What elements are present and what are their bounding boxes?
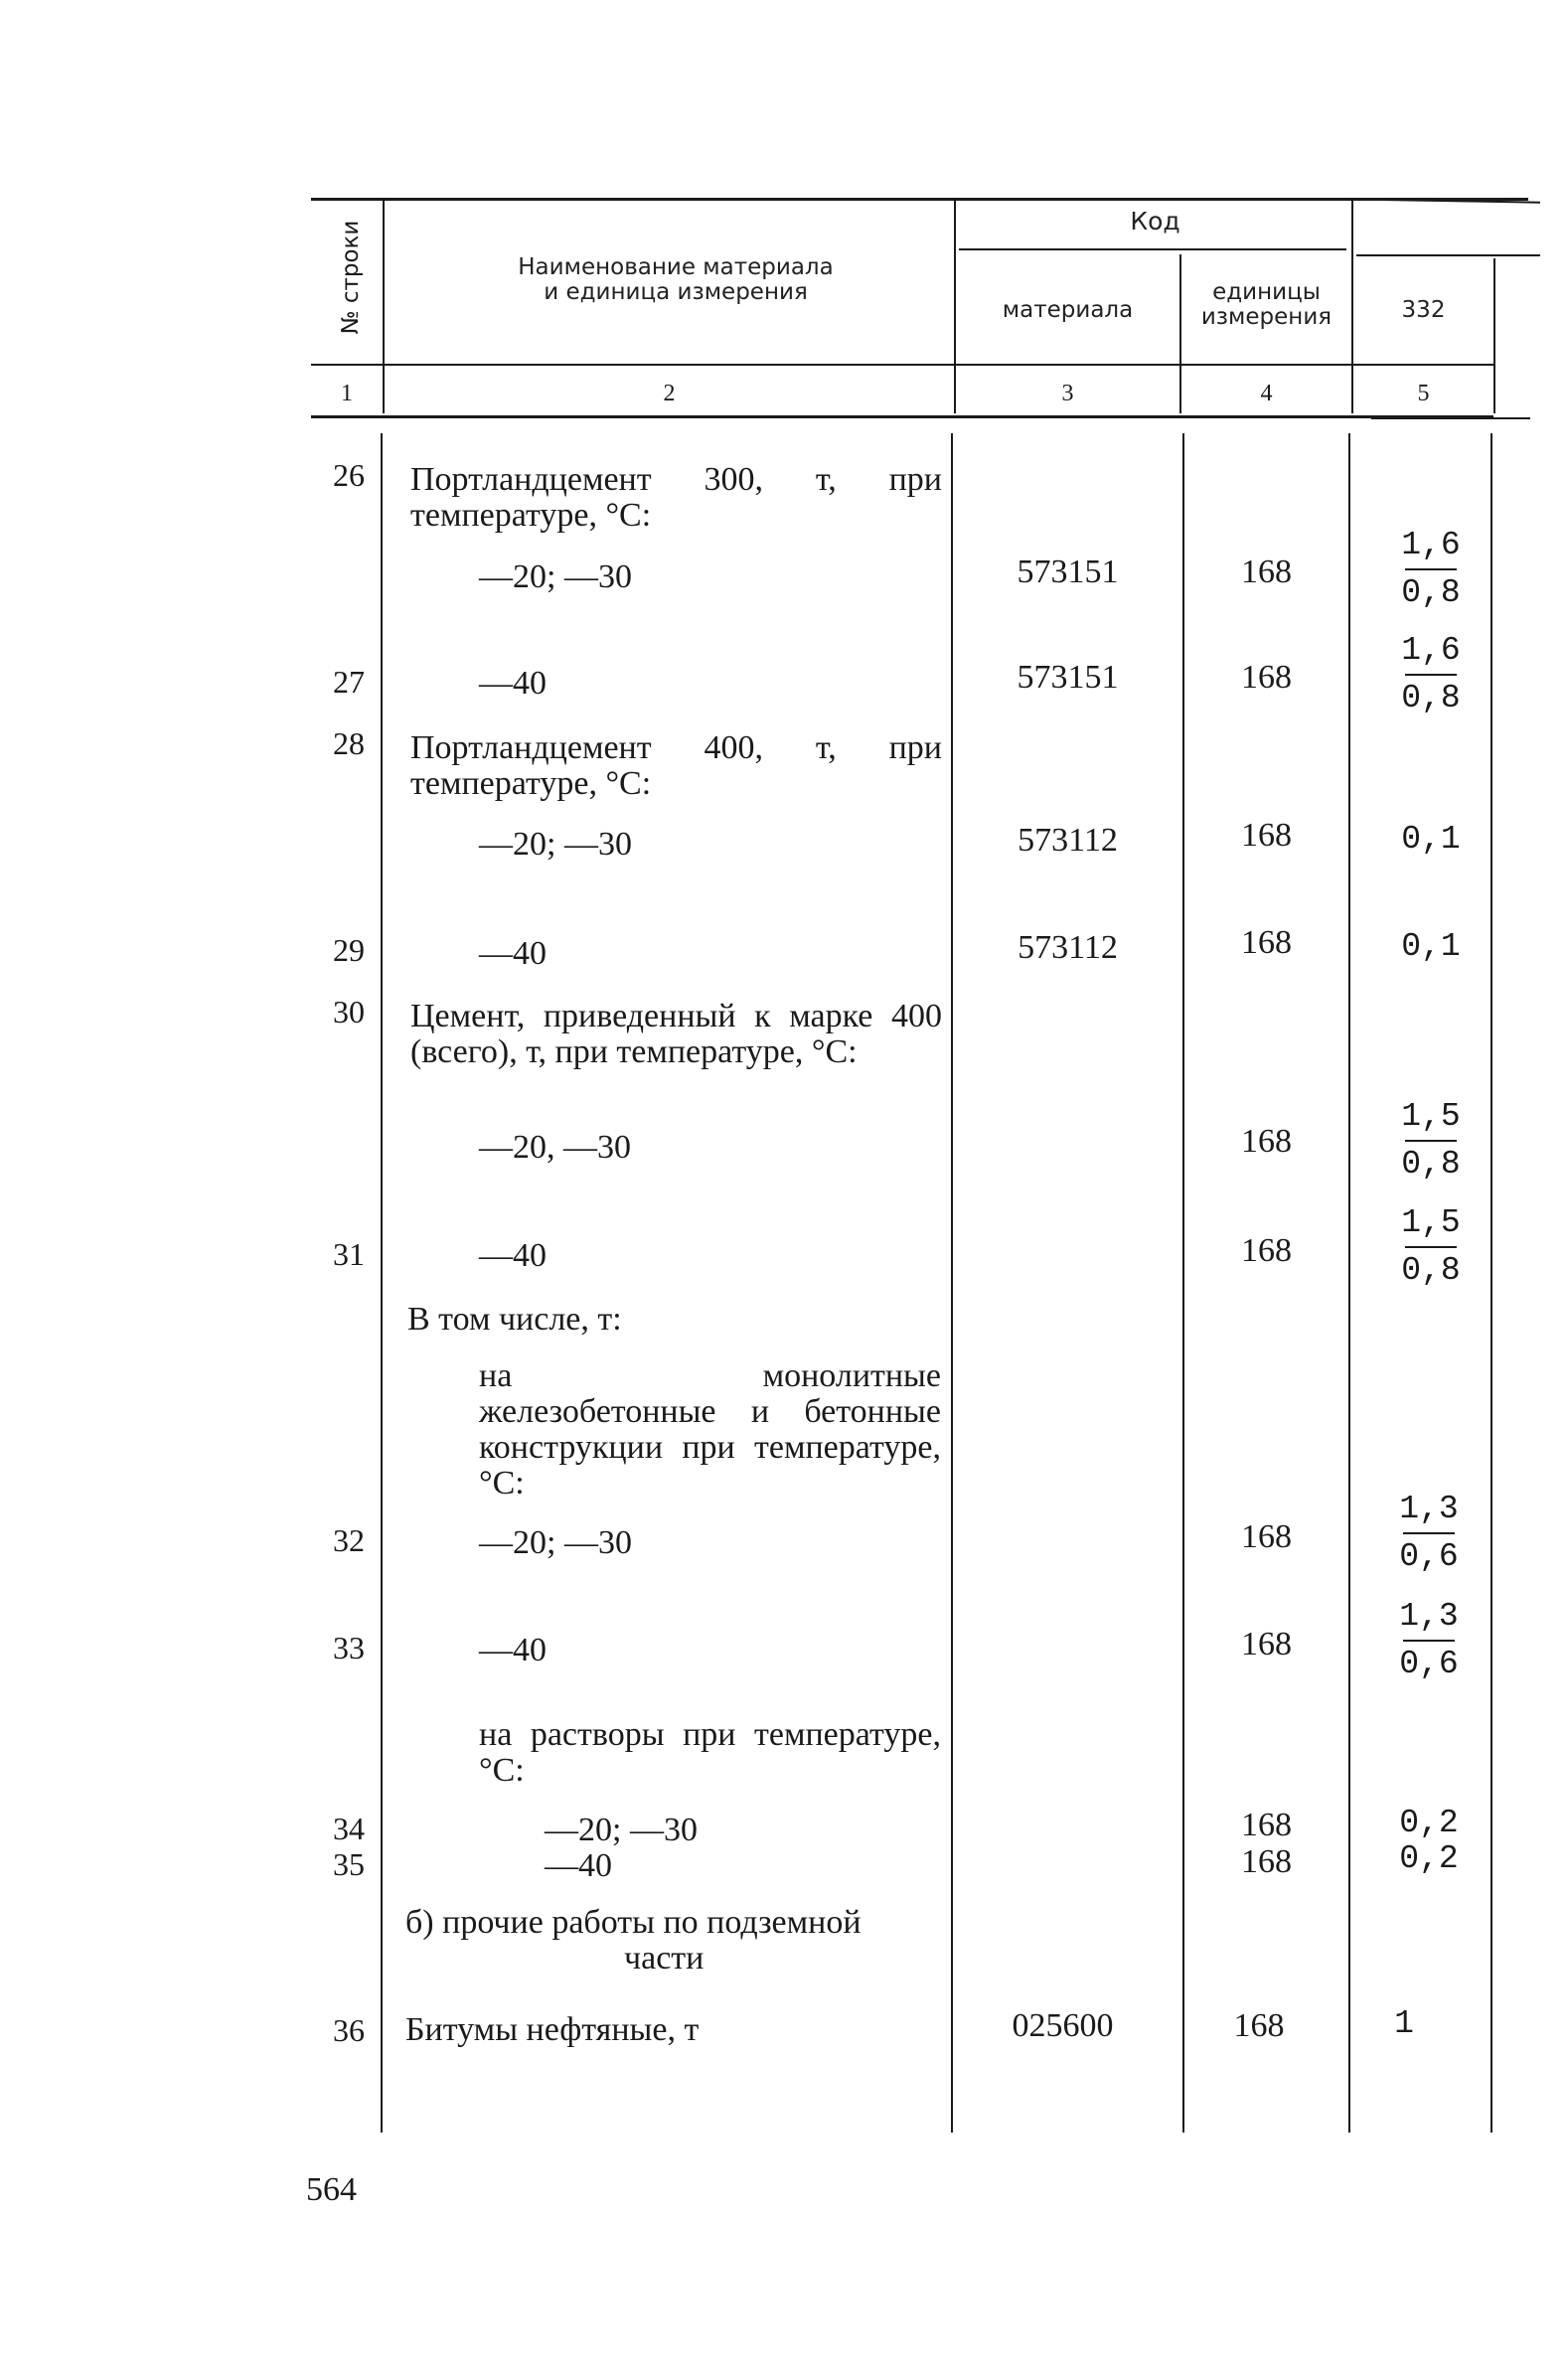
row-32-text: —20; —30 xyxy=(479,1524,632,1561)
row-36-value: 1 xyxy=(1394,2005,1414,2042)
kod-header: Код xyxy=(1130,207,1180,236)
row-32-fraction: 1,3 0,6 xyxy=(1399,1491,1459,1575)
row-number-35: 35 xyxy=(333,1846,365,1882)
other-works-line2: части xyxy=(624,1940,705,1977)
row-number-30: 30 xyxy=(333,994,365,1029)
row-number-28: 28 xyxy=(333,725,365,761)
other-works-line1: б) прочие работы по подземной xyxy=(405,1904,862,1941)
row-36-code: 025600 xyxy=(1012,2007,1114,2044)
colnum-2: 2 xyxy=(663,381,676,406)
row-26-unit: 168 xyxy=(1241,554,1292,590)
col2-header: Наименование материала и единица измерения xyxy=(518,254,834,305)
colnum-3: 3 xyxy=(1061,381,1074,406)
row-29-unit: 168 xyxy=(1241,924,1292,961)
row-number-34: 34 xyxy=(333,1811,365,1846)
row-35-value: 0,2 xyxy=(1399,1840,1459,1877)
row-26-fraction: 1,6 0,8 xyxy=(1401,527,1461,611)
row-30-fraction: 1,5 0,8 xyxy=(1401,1098,1461,1183)
row-27-unit: 168 xyxy=(1241,659,1292,696)
row-36-unit: 168 xyxy=(1233,2007,1285,2044)
row-35-text: —40 xyxy=(545,1847,612,1884)
row-number-26: 26 xyxy=(333,457,365,493)
row-27-code: 573151 xyxy=(1017,659,1119,696)
row-32-unit: 168 xyxy=(1241,1518,1292,1555)
colnum-1: 1 xyxy=(341,381,353,406)
colnum-bottom-rule-ext xyxy=(1371,417,1530,419)
row-36-text: Битумы нефтяные, т xyxy=(405,2011,700,2048)
row-26-text: Портландцемент 300, т, при температуре, °С: xyxy=(410,461,942,534)
monolith-text: на монолитные железобетонные и бетонные конструкции при температуре, °С: xyxy=(479,1357,941,1502)
row-number-32: 32 xyxy=(333,1522,365,1558)
row-26-sub-text: —20; —30 xyxy=(479,558,632,595)
colnum-bottom-rule xyxy=(311,415,1493,418)
row-34-value: 0,2 xyxy=(1399,1805,1459,1841)
row-34-text: —20; —30 xyxy=(545,1812,698,1848)
row-31-fraction: 1,5 0,8 xyxy=(1401,1204,1461,1289)
col5-top-rule xyxy=(1356,254,1540,256)
row-35-unit: 168 xyxy=(1241,1843,1292,1880)
vrule-b2 xyxy=(951,433,953,2133)
vrule-h5 xyxy=(1493,258,1495,413)
col5-header: 332 xyxy=(1401,297,1446,323)
colnum-4: 4 xyxy=(1260,381,1273,406)
row-number-31: 31 xyxy=(333,1236,365,1272)
including-label: В том числе, т: xyxy=(407,1301,622,1338)
row-28-unit: 168 xyxy=(1241,817,1292,854)
row-28-code: 573112 xyxy=(1018,822,1118,859)
col4-header: единицы измерения xyxy=(1200,279,1333,330)
header-bottom-rule xyxy=(311,364,1493,366)
col1-header: № строки xyxy=(338,220,364,335)
row-28-text: Портландцемент 400, т, при температуре, °С: xyxy=(410,729,942,802)
row-number-27: 27 xyxy=(333,664,365,700)
row-33-fraction: 1,3 0,6 xyxy=(1399,1598,1459,1682)
row-29-code: 573112 xyxy=(1018,929,1118,966)
vrule-b1 xyxy=(381,433,383,2133)
row-number-29: 29 xyxy=(333,932,365,968)
col3-header: материала xyxy=(1002,297,1134,323)
vrule-b4 xyxy=(1348,433,1350,2133)
row-33-unit: 168 xyxy=(1241,1626,1292,1662)
page-number: 564 xyxy=(306,2171,357,2208)
row-31-text: —40 xyxy=(479,1237,547,1274)
row-27-text: —40 xyxy=(479,665,547,702)
row-29-text: —40 xyxy=(479,935,547,972)
row-number-36: 36 xyxy=(333,2012,365,2048)
row-30-sub-text: —20, —30 xyxy=(479,1129,631,1166)
row-28-sub-text: —20; —30 xyxy=(479,826,632,863)
vrule-b5 xyxy=(1490,433,1492,2133)
kod-underline xyxy=(959,248,1346,250)
row-31-unit: 168 xyxy=(1241,1232,1292,1269)
row-29-value: 0,1 xyxy=(1401,928,1461,965)
colnum-5: 5 xyxy=(1417,381,1430,406)
mortar-text: на растворы при температуре, °С: xyxy=(479,1716,941,1789)
row-30-unit: 168 xyxy=(1241,1123,1292,1160)
row-33-text: —40 xyxy=(479,1632,547,1668)
row-number-33: 33 xyxy=(333,1630,365,1665)
row-28-value: 0,1 xyxy=(1401,821,1461,858)
row-26-code: 573151 xyxy=(1017,554,1119,590)
row-27-fraction: 1,6 0,8 xyxy=(1401,632,1461,716)
row-34-unit: 168 xyxy=(1241,1807,1292,1843)
row-30-text: Цемент, приведенный к марке 400 (всего), т, при температуре, °С: xyxy=(410,998,942,1070)
